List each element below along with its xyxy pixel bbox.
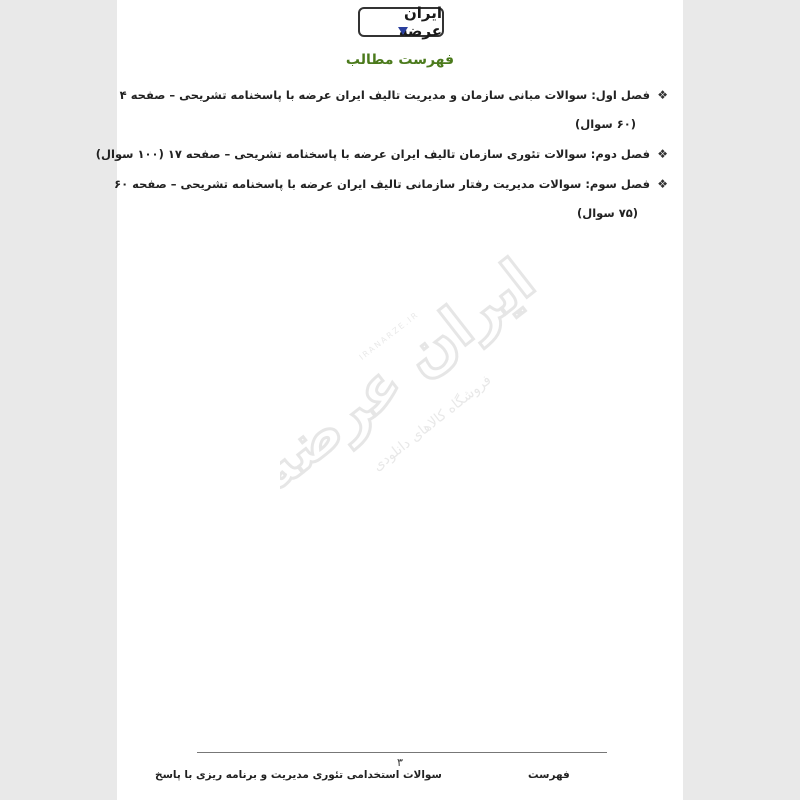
footer-divider [197,752,607,753]
page-number: ۳ [397,756,403,769]
toc-entry-2-line1: فصل دوم: سوالات تئوری سازمان تالیف ایران عرضه با پاسخنامه تشریحی – صفحه ۱۷ (۱۰۰ سوال) [95,147,650,161]
footer-book-title: سوالات استخدامی تئوری مدیریت و برنامه ریزی با پاسخ [155,769,442,781]
footer-section: فهرست [528,769,570,781]
watermark-tagline: فروشگاه کالاهای دانلودی [369,372,495,475]
toc-title: فهرست مطالب [345,52,455,68]
toc-entry-1-line1: فصل اول: سوالات مبانی سازمان و مدیریت تالیف ایران عرضه با پاسخنامه تشریحی – صفحه ۴ [119,88,650,102]
diamond-bullet-icon: ❖ [657,88,668,102]
toc-entry-3-line1: فصل سوم: سوالات مدیریت رفتار سازمانی تالیف ایران عرضه با پاسخنامه تشریحی – صفحه ۶۰ [114,177,650,191]
watermark-domain: IRANARZE.IR [357,309,421,362]
watermark-logo-icon [280,250,540,540]
watermark [280,250,540,540]
watermark-brand: ایران عرضه [280,250,540,505]
logo-pointer-icon [398,27,408,35]
brand-logo-text: ایران عرضه [398,4,442,40]
diamond-bullet-icon: ❖ [657,147,668,161]
toc-entry-3-line2: (۷۵ سوال) [577,206,639,220]
brand-logo [358,4,444,40]
toc-entry-1-line2: (۶۰ سوال) [575,117,637,131]
diamond-bullet-icon: ❖ [657,177,668,191]
